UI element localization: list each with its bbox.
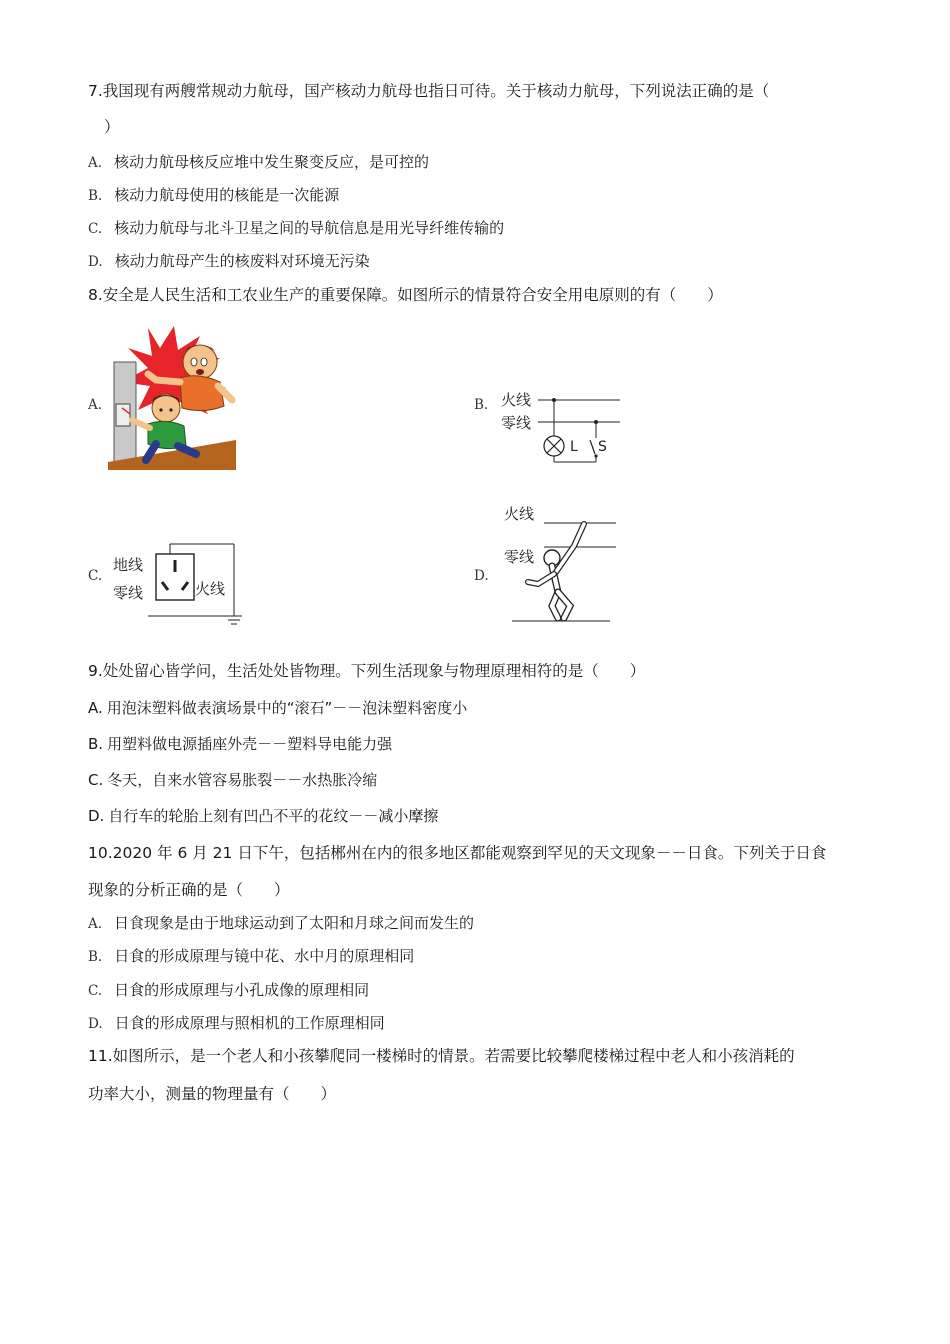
q8-fig-d-letter: D. bbox=[474, 568, 489, 584]
q11-stem-line2: 功率大小，测量的物理量有（ ） bbox=[88, 1085, 337, 1103]
fig-d-live-label: 火线 bbox=[504, 505, 535, 523]
fig-c-live-label: 火线 bbox=[195, 580, 226, 598]
q8-fig-c-socket bbox=[110, 538, 250, 628]
q7-option-c: C. 核动力航母与北斗卫星之间的导航信息是用光导纤维传输的 bbox=[88, 219, 505, 237]
fig-b-neutral-label: 零线 bbox=[501, 414, 532, 432]
q7-stem-line1: 7.我国现有两艘常规动力航母，国产核动力航母也指日可待。关于核动力航母，下列说法正确的是（ bbox=[88, 82, 770, 100]
fig-b-switch-label: S bbox=[598, 439, 607, 455]
fig-c-ground-label: 地线 bbox=[113, 556, 144, 574]
fig-b-lamp-label: L bbox=[570, 439, 578, 455]
fig-d-neutral-label: 零线 bbox=[504, 548, 535, 566]
q8-fig-a-cartoon bbox=[108, 322, 236, 470]
q10-option-d: D. 日食的形成原理与照相机的工作原理相同 bbox=[88, 1014, 385, 1032]
q10-option-c: C. 日食的形成原理与小孔成像的原理相同 bbox=[88, 981, 370, 999]
q9-stem: 9.处处留心皆学问，生活处处皆物理。下列生活现象与物理原理相符的是（ ） bbox=[88, 662, 646, 680]
fig-b-live-label: 火线 bbox=[501, 391, 532, 409]
q7-option-a: A. 核动力航母核反应堆中发生聚变反应，是可控的 bbox=[88, 153, 430, 171]
q7-option-b: B. 核动力航母使用的核能是一次能源 bbox=[88, 186, 340, 204]
q8-fig-a-letter: A. bbox=[88, 397, 103, 413]
q8-fig-d-person bbox=[498, 500, 622, 626]
fig-c-neutral-label: 零线 bbox=[113, 584, 144, 602]
q9-option-b: B. 用塑料做电源插座外壳－－塑料导电能力强 bbox=[88, 735, 393, 753]
q10-stem-line2: 现象的分析正确的是（ ） bbox=[88, 881, 290, 899]
q10-option-b: B. 日食的形成原理与镜中花、水中月的原理相同 bbox=[88, 947, 415, 965]
q9-option-a: A. 用泡沫塑料做表演场景中的“滚石”－－泡沫塑料密度小 bbox=[88, 699, 468, 717]
q7-stem-line2: ） bbox=[104, 118, 120, 136]
q10-option-a: A. 日食现象是由于地球运动到了太阳和月球之间而发生的 bbox=[88, 914, 475, 932]
q8-fig-c-letter: C. bbox=[88, 568, 103, 584]
q10-stem-line1: 10.2020 年 6 月 21 日下午，包括郴州在内的很多地区都能观察到罕见的天文现象－－日食。下列关于日食 bbox=[88, 844, 827, 862]
q9-option-d: D. 自行车的轮胎上刻有凹凸不平的花纹－－减小摩擦 bbox=[88, 807, 439, 825]
q8-stem: 8.安全是人民生活和工农业生产的重要保障。如图所示的情景符合安全用电原则的有（ ） bbox=[88, 286, 723, 304]
q8-fig-b-circuit bbox=[498, 388, 626, 470]
q11-stem-line1: 11.如图所示，是一个老人和小孩攀爬同一楼梯时的情景。若需要比较攀爬楼梯过程中老人和小孩消耗的 bbox=[88, 1047, 795, 1065]
q7-option-d: D. 核动力航母产生的核废料对环境无污染 bbox=[88, 252, 370, 270]
q8-fig-b-letter: B. bbox=[474, 397, 489, 413]
q9-option-c: C. 冬天，自来水管容易胀裂－－水热胀冷缩 bbox=[88, 771, 378, 789]
